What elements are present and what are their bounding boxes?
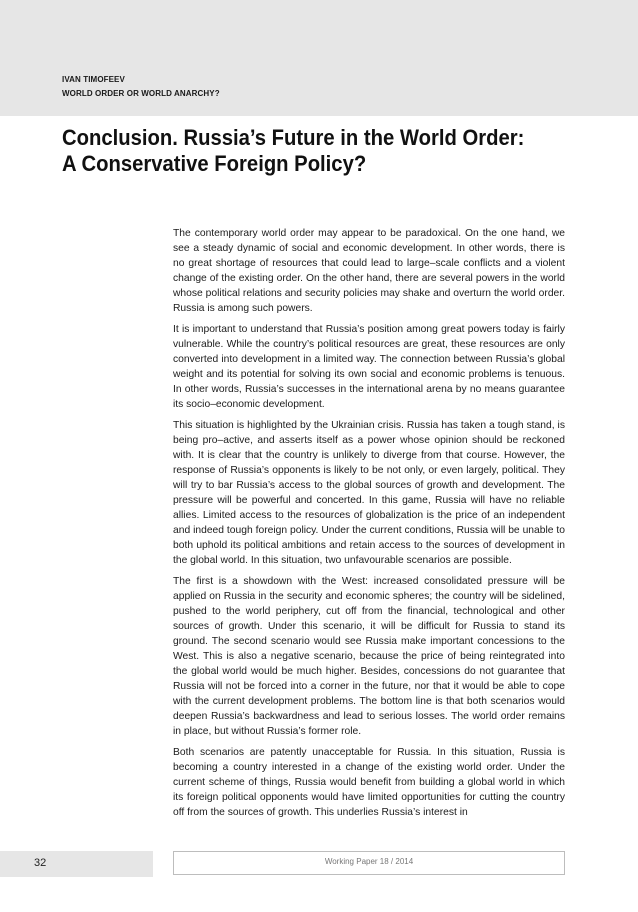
running-header-title: WORLD ORDER OR WORLD ANARCHY? [62,89,220,98]
page-number: 32 [34,857,47,869]
section-heading-line-2: A Conservative Foreign Policy? [62,151,367,176]
paragraph: Both scenarios are patently unacceptable for Russia. In this situation, Russia is becoming a country interested in a change of the existing world order. Under the current scheme of things, Russia would benefit from building a global world in which its foreign political opponents would have limited opportunities for cutting the country off from the sources of growth. This underlies Russia’s interest in [173,747,565,818]
paragraph: It is important to understand that Russia’s position among great powers today is fairly vulnerable. While the country’s political resources are great, these resources are only converted into development in a limited way. The connection between Russia’s global weight and its potential for solving its own social and economic problems is tenuous. In other words, Russia’s successes in the international arena by no means guarantee its socio–economic development. [173,324,565,410]
paper-label: Working Paper 18 / 2014 [324,857,414,866]
section-heading-line-1: Conclusion. Russia’s Future in the World Order: [62,125,525,150]
section-heading [62,125,530,177]
page-number-box [0,851,153,877]
header-band [0,0,638,116]
body-text [173,226,565,850]
paragraph: The contemporary world order may appear to be paradoxical. On the one hand, we see a steady dynamic of social and economic development. In other words, there is no great shortage of resources that could lead to large–scale conflicts and a violent change of the existing order. On the other hand, there are several powers in the world whose political relations and security policies may shake and overturn the world order. Russia is among such powers. [173,228,565,314]
paragraph: This situation is highlighted by the Ukrainian crisis. Russia has taken a tough stand, is being pro–active, and asserts itself as a power whose opinion should be reckoned with. It is clear that the country is unlikely to diverge from that course. However, the response of Russia’s opponents is likely to be not only, or even largely, political. They will try to bar Russia’s access to the global sources of growth and development. The pressure will be powerful and concerted. In this game, Russia will have no reliable allies. Limited access to the resources of globalization is the price of an independent and indeed tough foreign policy. Under the current conditions, Russia will be unable to both uphold its political ambitions and retain access to the sources of development in the global world. In this situation, two unfavourable scenarios are possible. [173,420,565,566]
paragraph: The first is a showdown with the West: increased consolidated pressure will be applied on Russia in the security and economic spheres; the country will be sidelined, pushed to the world periphery, cut off from the financial, technological and other sources of growth. Under this scenario, it will be difficult for Russia to stand its ground. The second scenario would see Russia make important concessions to the West. This is also a negative scenario, because the price of being reintegrated into the global world would be much higher. Besides, concessions do not guarantee that Russia will not be forced into a corner in the future, nor that it would be able to cope with the current development problems. The bottom line is that both scenarios would deepen Russia’s backwardness and lead to serious losses. The world order remains in place, but without Russia’s former role. [173,576,565,737]
running-header-author: IVAN TIMOFEEV [62,75,125,84]
